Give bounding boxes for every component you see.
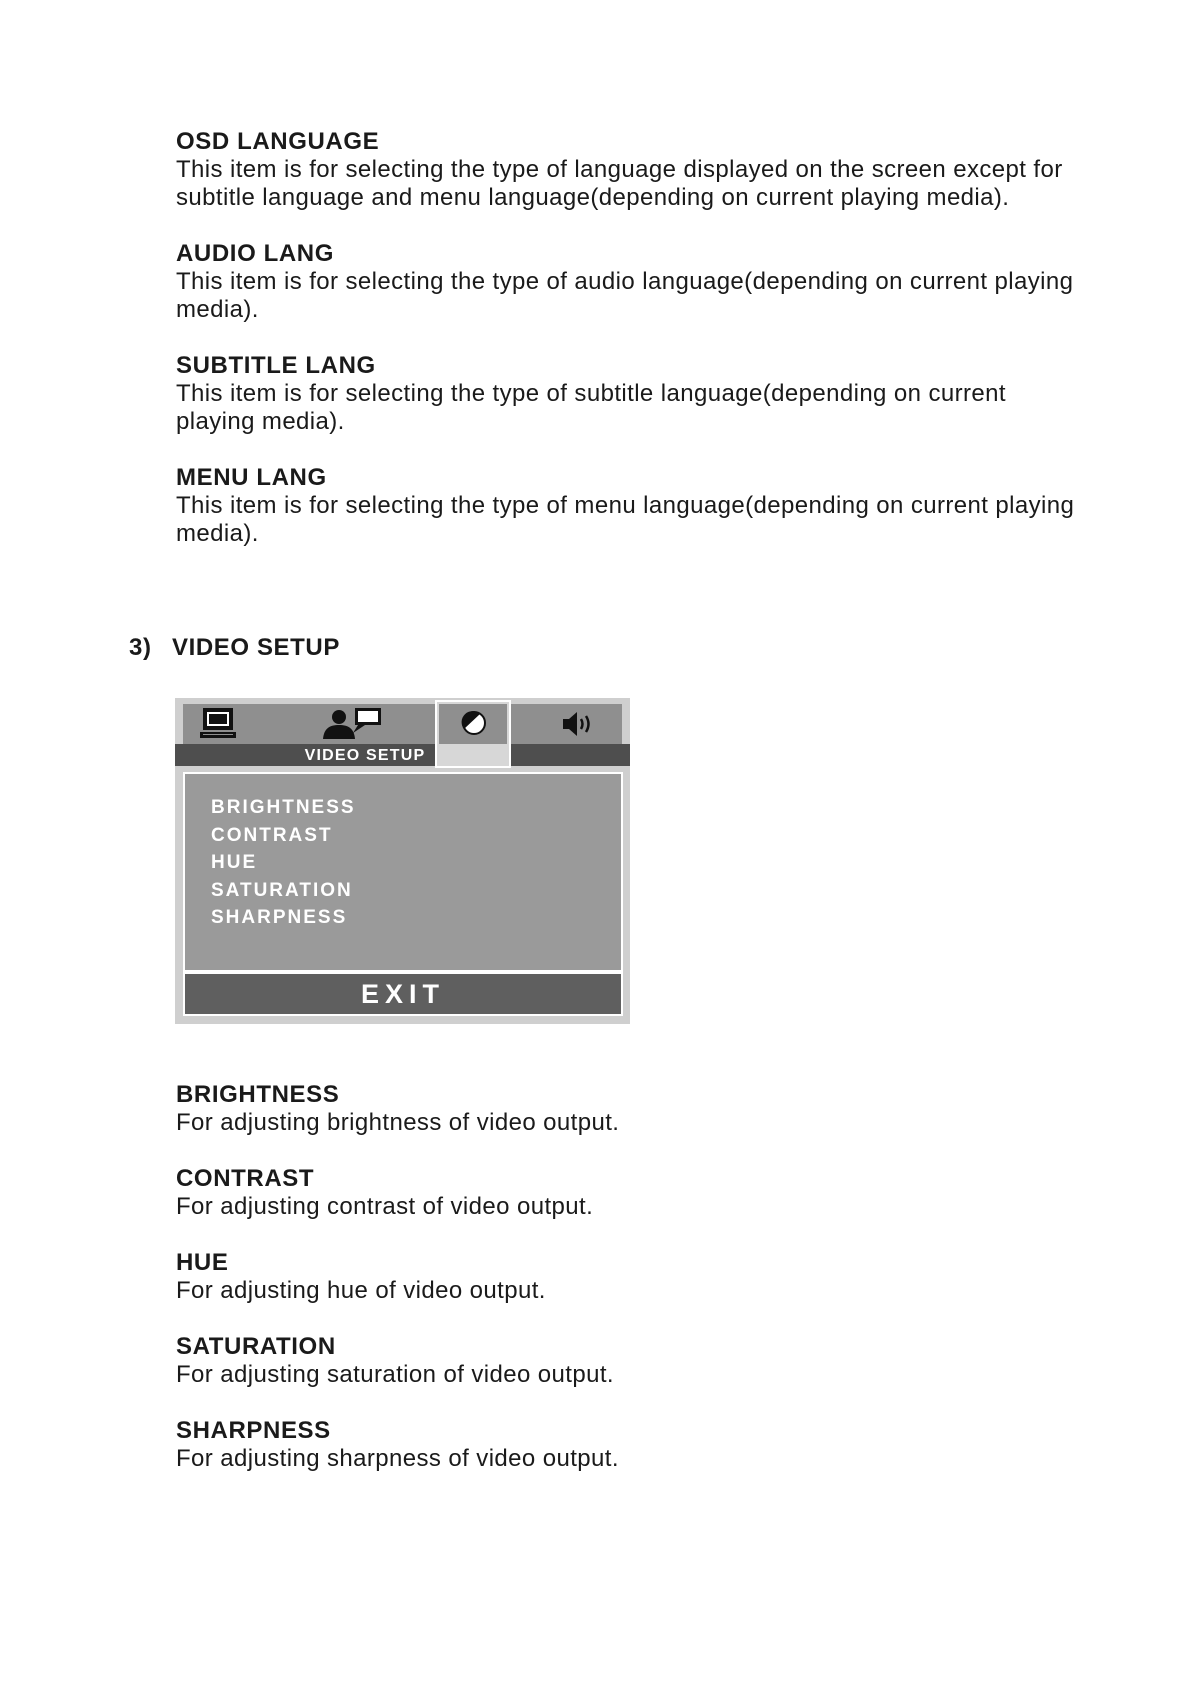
- item-heading: SATURATION: [176, 1333, 336, 1360]
- half-circle-contrast-icon: [461, 710, 487, 736]
- hue-item: [176, 1249, 1136, 1305]
- item-description: This item is for selecting the type of menu language(depending on current playing media).: [176, 492, 1075, 547]
- contrast-item: [176, 1165, 1136, 1221]
- osd-tab-title: VIDEO SETUP: [304, 747, 426, 764]
- section-heading: [129, 634, 340, 662]
- item-description: This item is for selecting the type of audio language(depending on current playing media).: [176, 268, 1074, 323]
- item-description: For adjusting hue of video output.: [176, 1277, 546, 1304]
- item-heading: SUBTITLE LANG: [176, 352, 376, 379]
- item-description: For adjusting saturation of video output.: [176, 1361, 614, 1388]
- saturation-item: [176, 1333, 1136, 1389]
- brightness-item: [176, 1081, 1136, 1137]
- osd-menu-list: [211, 794, 356, 932]
- item-heading: MENU LANG: [176, 464, 327, 491]
- osd-menu-item-brightness[interactable]: BRIGHTNESS: [211, 797, 356, 818]
- item-heading: CONTRAST: [176, 1165, 315, 1192]
- osd-menu-item-sharpness[interactable]: SHARPNESS: [211, 907, 348, 928]
- item-heading: BRIGHTNESS: [176, 1081, 340, 1108]
- osd-menu-item-saturation[interactable]: SATURATION: [211, 879, 353, 901]
- osd-language-item: [176, 128, 1136, 212]
- person-speech-icon: [320, 706, 384, 740]
- item-description: This item is for selecting the type of subtitle language(depending on current playing media).: [176, 380, 1006, 435]
- section-title: VIDEO SETUP: [172, 634, 340, 661]
- speaker-icon: [561, 710, 595, 738]
- osd-menu-panel: [183, 772, 623, 972]
- item-description: For adjusting sharpness of video output.: [176, 1445, 619, 1472]
- osd-menu-item-contrast[interactable]: CONTRAST: [211, 824, 333, 846]
- audio-lang-item: [176, 240, 1136, 324]
- item-heading: SHARPNESS: [176, 1417, 331, 1444]
- subtitle-lang-item: [176, 352, 1136, 436]
- video-setup-osd-menu: [175, 698, 630, 1024]
- monitor-icon: [200, 706, 236, 740]
- item-description: This item is for selecting the type of language displayed on the screen except for subtitle language and menu language(depending on current playing media).: [176, 156, 1063, 211]
- item-description: For adjusting brightness of video output.: [176, 1109, 620, 1136]
- item-description: For adjusting contrast of video output.: [176, 1193, 594, 1220]
- sharpness-item: [176, 1417, 1136, 1473]
- section-number: 3): [129, 634, 152, 661]
- osd-exit-button[interactable]: EXIT: [183, 972, 623, 1016]
- item-heading: OSD LANGUAGE: [176, 128, 380, 155]
- item-heading: AUDIO LANG: [176, 240, 334, 267]
- menu-lang-item: [176, 464, 1136, 548]
- osd-menu-item-hue[interactable]: HUE: [211, 852, 258, 873]
- item-heading: HUE: [176, 1249, 229, 1276]
